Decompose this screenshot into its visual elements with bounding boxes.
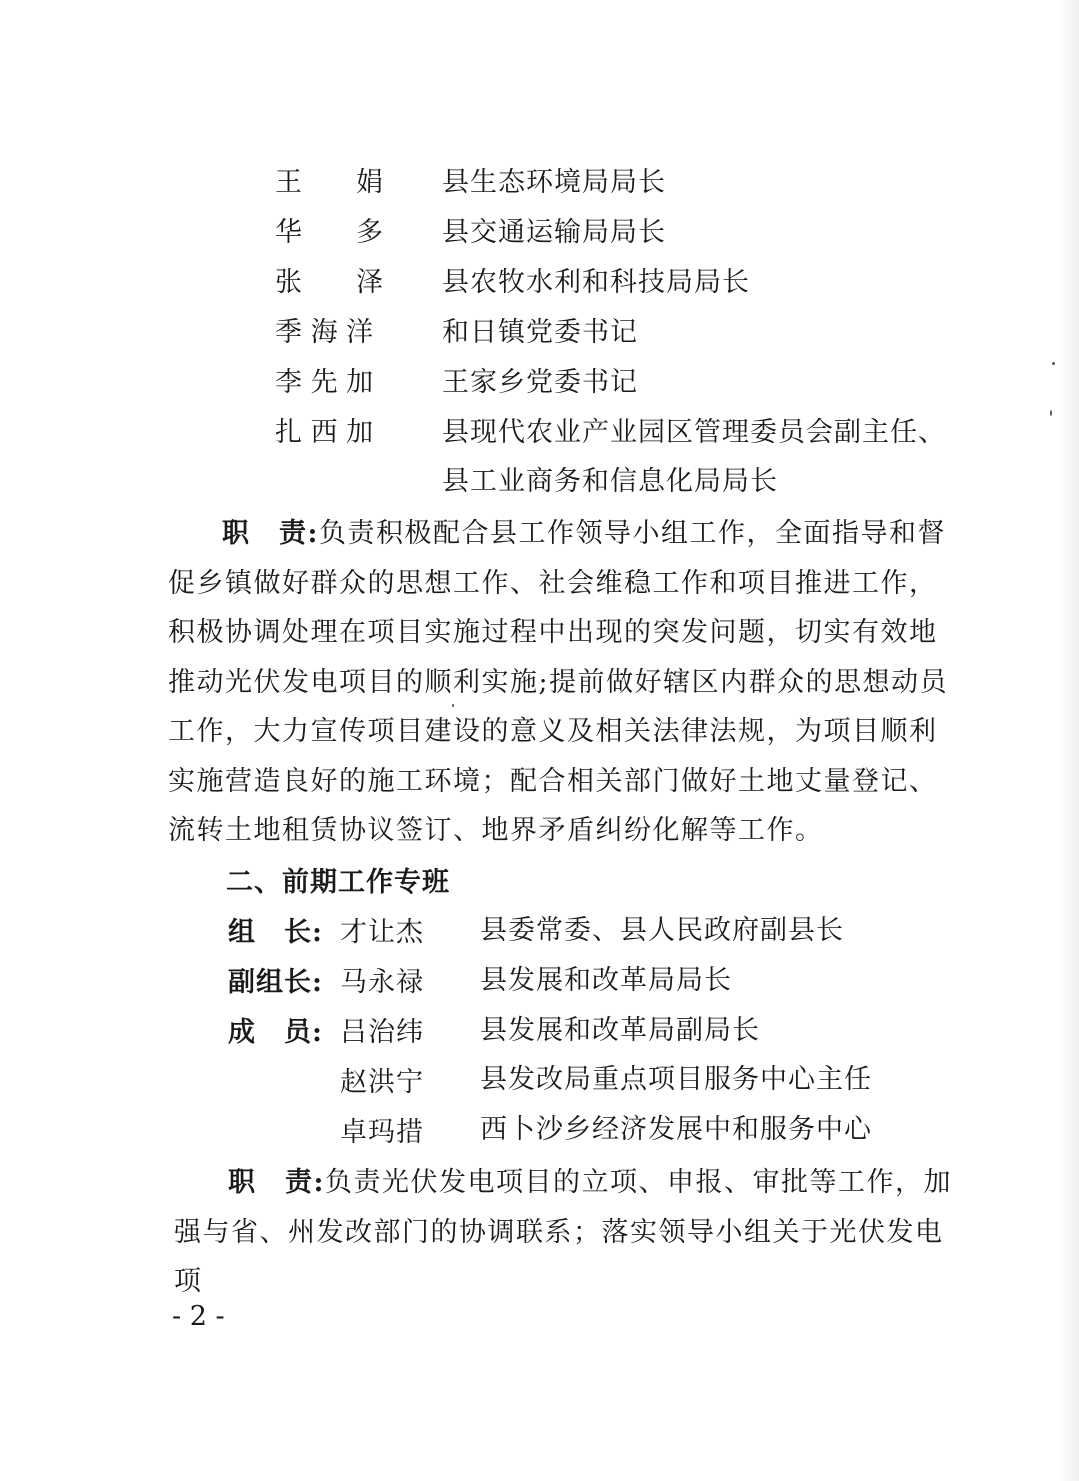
member-name: 吕治纬: [340, 1017, 424, 1048]
member-name: 赵洪宁: [340, 1067, 424, 1098]
member-title: 西卜沙乡经济发展中和服务中心: [480, 1114, 872, 1145]
scan-edge-shadow: [1057, 0, 1079, 1481]
member-title: 县现代农业产业园区管理委员会副主任、: [442, 417, 946, 448]
duty-label: 职 责:: [222, 518, 319, 549]
leader-title: 县委常委、县人民政府副县长: [480, 915, 844, 946]
member-title: 和日镇党委书记: [442, 317, 638, 348]
deputy-title: 县发展和改革局局长: [480, 965, 732, 996]
deputy-name: 马永禄: [340, 967, 424, 998]
member-title: 县发改局重点项目服务中心主任: [480, 1064, 872, 1095]
member-title: 县生态环境局局长: [442, 167, 666, 198]
member-title-continued: 县工业商务和信息化局局长: [442, 466, 778, 497]
deputy-role-label: 副组长:: [228, 967, 323, 998]
duty-text: 负责积极配合县工作领导小组工作，全面指导和督促乡镇做好群众的思想工作、社会维稳工作和项目推进工作，积极协调处理在项目实施过程中出现的突发问题，切实有效地推动光伏发电项目的顺利实施;提前做好辖区内群众的思想动员工作，大力宣传项目建设的意义及相关法律法规，为项目顺利实施营造良好的施工环境；配合相关部门做好土地丈量登记、流转土地租赁协议签订、地界矛盾纠纷化解等工作。: [168, 518, 949, 846]
duty-paragraph-1: [168, 509, 958, 856]
member-title: 县交通运输局局长: [442, 217, 666, 248]
member-name: 季 海 洋: [275, 317, 374, 348]
member-title: 县发展和改革局副局长: [480, 1015, 760, 1046]
duty-text: 负责光伏发电项目的立项、申报、审批等工作，加强与省、州发改部门的协调联系；落实领导小组关于光伏发电项: [174, 1167, 952, 1297]
member-name: 华 多: [275, 217, 383, 248]
section-heading: 二、前期工作专班: [226, 867, 450, 898]
members-role-label: 成 员:: [228, 1017, 323, 1048]
page-number: - 2 -: [172, 1301, 225, 1332]
duty-paragraph-2: [174, 1158, 954, 1307]
member-name: 卓玛措: [340, 1117, 424, 1148]
duty-label: 职 责:: [228, 1167, 325, 1198]
scan-speck: [1052, 362, 1055, 365]
leader-role-label: 组 长:: [228, 917, 323, 948]
leader-name: 才让杰: [340, 917, 424, 948]
scan-speck: [1050, 410, 1052, 416]
scan-speck: [452, 704, 454, 707]
member-name: 王 娟: [275, 167, 383, 198]
member-name: 李 先 加: [275, 367, 374, 398]
member-title: 王家乡党委书记: [442, 367, 638, 398]
member-title: 县农牧水利和科技局局长: [442, 267, 750, 298]
member-name: 扎 西 加: [275, 417, 374, 448]
member-name: 张 泽: [275, 267, 383, 298]
